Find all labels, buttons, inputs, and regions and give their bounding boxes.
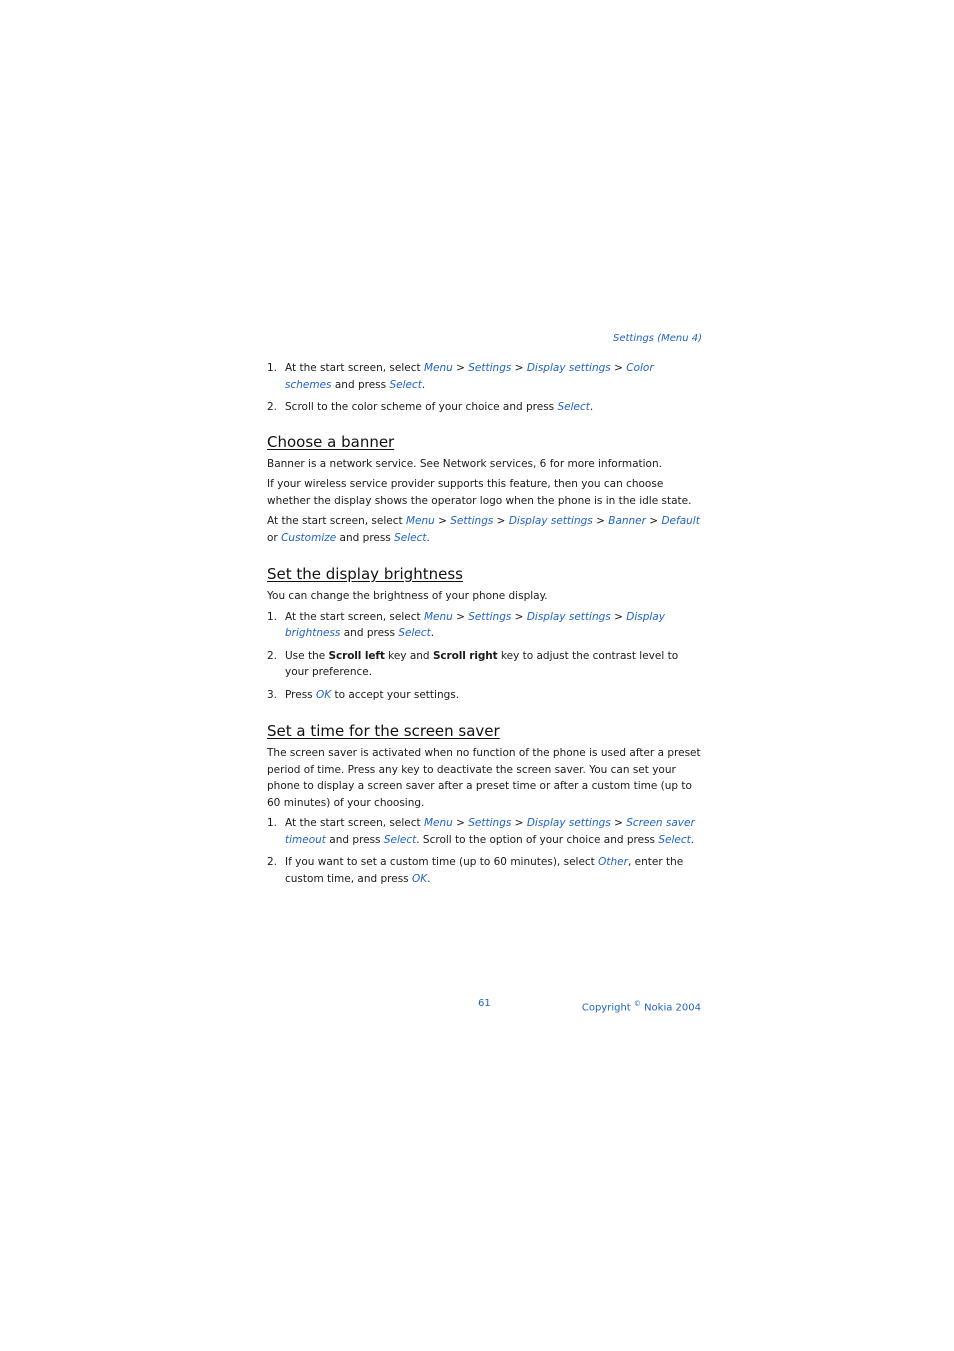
settings-link[interactable]: Settings bbox=[468, 362, 512, 374]
list-item: 3. Press OK to accept your settings. bbox=[267, 688, 460, 701]
intro-steps bbox=[267, 360, 703, 416]
list-item: 1. At the start screen, select Menu > Settings > Display settings > Display brightness and press Select. bbox=[267, 610, 665, 639]
paragraph: If your wireless service provider supports this feature, then you can choose whether the display shows the operator logo when the phone is in the idle state. bbox=[267, 478, 692, 507]
banner-link[interactable]: Banner bbox=[608, 515, 646, 527]
paragraph: The screen saver is activated when no function of the phone is used after a preset period of time. Press any key to deactivate the screen saver. You can set your phone to display a screen saver after a preset time or after a custom time (up to 60 minutes) of your choosing. bbox=[267, 747, 701, 809]
display-settings-link[interactable]: Display settings bbox=[526, 817, 611, 829]
display-settings-link[interactable]: Display settings bbox=[526, 610, 611, 623]
list-item: 2. If you want to set a custom time (up to 60 minutes), select Other, enter the custom time, and press OK. bbox=[267, 856, 684, 885]
display-settings-link[interactable]: Display settings bbox=[526, 362, 611, 374]
copyright-symbol: © bbox=[633, 1000, 641, 1008]
copyright-notice: Copyright © Nokia 2004 bbox=[581, 1000, 701, 1014]
section-banner bbox=[267, 432, 703, 547]
running-header: Settings (Menu 4) bbox=[613, 333, 702, 344]
settings-link[interactable]: Settings bbox=[468, 817, 512, 829]
select-link[interactable]: Select bbox=[658, 833, 691, 846]
select-link[interactable]: Select bbox=[389, 378, 422, 391]
select-link[interactable]: Select bbox=[383, 833, 417, 846]
screen-saver-timeout-link[interactable]: Screen saver timeout bbox=[285, 817, 695, 846]
brightness-steps bbox=[267, 609, 703, 704]
settings-link[interactable]: Settings bbox=[468, 610, 512, 623]
paragraph: At the start screen, select Menu > Settings > Display settings > Banner > Default or Customize and press Select. bbox=[267, 515, 700, 544]
page-number: 61 bbox=[478, 998, 491, 1009]
menu-link[interactable]: Menu bbox=[423, 817, 453, 829]
paragraph: Banner is a network service. See Network services, 6 for more information. bbox=[267, 457, 662, 470]
list-item: 1. At the start screen, select Menu > Settings > Display settings > Screen saver timeout and press Select. Scroll to the option of your choice and press Select. bbox=[267, 817, 695, 846]
page-content bbox=[267, 360, 703, 893]
list-item: 2. Use the Scroll left key and Scroll right key to adjust the contrast level to your preference. bbox=[267, 649, 679, 678]
scroll-right-key: Scroll right bbox=[432, 649, 498, 662]
section-heading: Set a time for the screen saver bbox=[267, 722, 500, 740]
screen-saver-steps bbox=[267, 815, 703, 887]
settings-link[interactable]: Settings bbox=[450, 515, 494, 527]
menu-link[interactable]: Menu bbox=[423, 362, 453, 374]
customize-link[interactable]: Customize bbox=[281, 531, 337, 544]
select-link[interactable]: Select bbox=[398, 627, 431, 639]
menu-link[interactable]: Menu bbox=[405, 515, 435, 527]
default-link[interactable]: Default bbox=[661, 515, 700, 527]
select-link[interactable]: Select bbox=[557, 401, 590, 413]
color-schemes-link[interactable]: Color schemes bbox=[285, 362, 654, 391]
other-link[interactable]: Other bbox=[598, 856, 628, 868]
ok-link[interactable]: OK bbox=[315, 688, 332, 701]
list-item: 2. Scroll to the color scheme of your choice and press Select. bbox=[267, 401, 594, 413]
select-link[interactable]: Select bbox=[394, 531, 427, 544]
display-brightness-link[interactable]: Display brightness bbox=[285, 610, 665, 639]
menu-link[interactable]: Menu bbox=[423, 610, 453, 623]
section-brightness bbox=[267, 564, 703, 703]
display-settings-link[interactable]: Display settings bbox=[508, 515, 593, 527]
scroll-left-key: Scroll left bbox=[328, 649, 385, 662]
ok-link[interactable]: OK bbox=[411, 872, 428, 885]
section-heading: Choose a banner bbox=[267, 432, 395, 451]
section-heading: Set the display brightness bbox=[267, 565, 463, 583]
list-item: 1. At the start screen, select Menu > Settings > Display settings > Color schemes and press Select. bbox=[267, 362, 654, 391]
paragraph: You can change the brightness of your phone display. bbox=[267, 590, 548, 602]
section-screen-saver bbox=[267, 721, 703, 887]
